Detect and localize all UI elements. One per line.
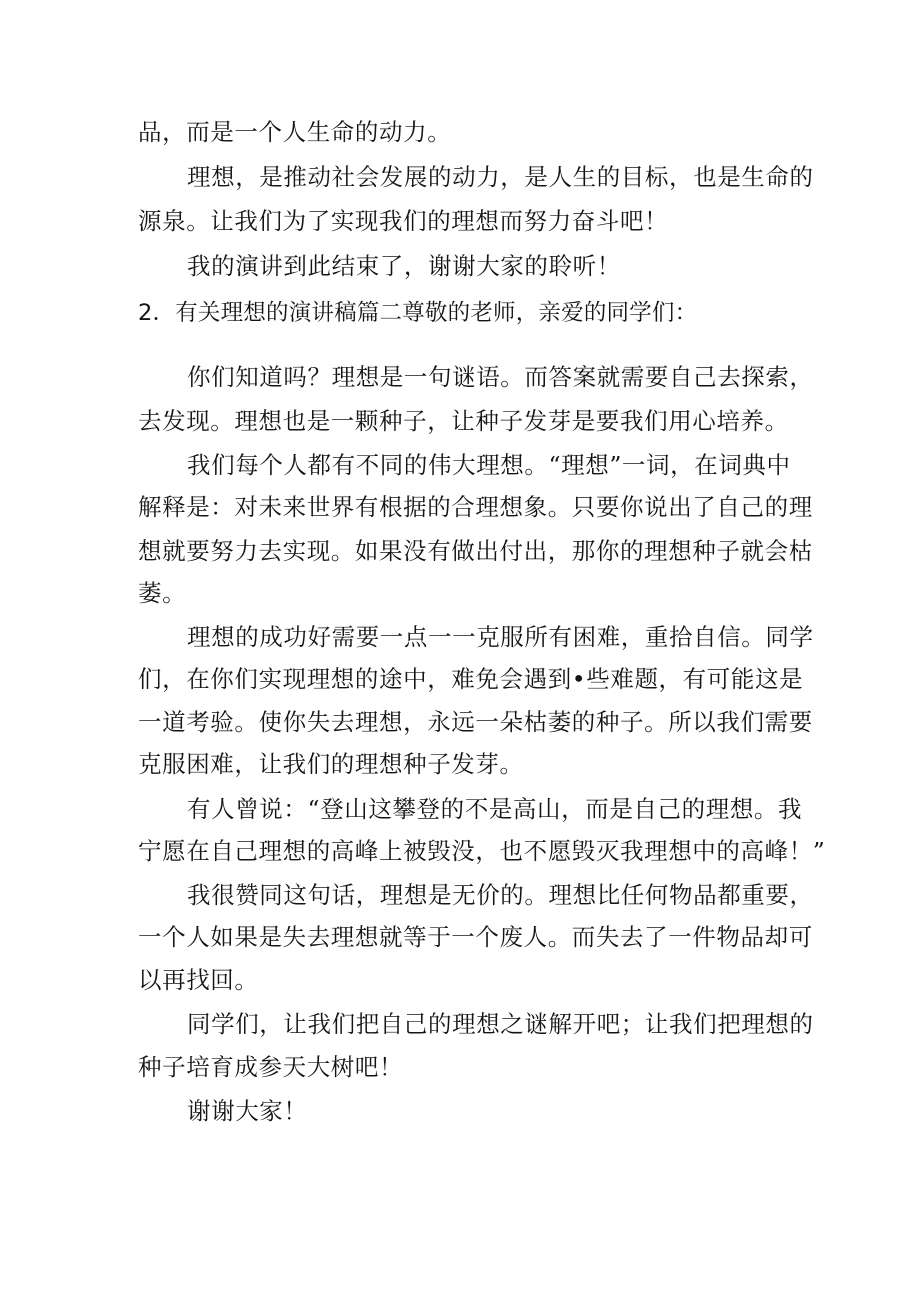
text-line: 解释是：对未来世界有根据的合理想象。只要你说出了自己的理 bbox=[138, 493, 813, 521]
paragraph-start-line: 我的演讲到此结束了，谢谢大家的聆听！ bbox=[187, 252, 621, 280]
text-line: 宁愿在自己理想的高峰上被毁没，也不愿毁灭我理想中的高峰！” bbox=[138, 837, 826, 865]
text-line: 想就要努力去实现。如果没有做出付出，那你的理想种子就会枯 bbox=[138, 537, 813, 565]
paragraph-start-line: 你们知道吗？理想是一句谜语。而答案就需要自己去探索， bbox=[187, 363, 814, 391]
text-line: 以再找回。 bbox=[138, 966, 259, 994]
paragraph-start-line: 有人曾说：“登山这攀登的不是高山，而是自己的理想。我 bbox=[187, 795, 803, 823]
paragraph-start-line: 同学们，让我们把自己的理想之谜解开吧；让我们把理想的 bbox=[187, 1010, 814, 1038]
text-line: 萎。 bbox=[138, 579, 187, 607]
text-line: 克服困难，让我们的理想种子发芽。 bbox=[138, 750, 524, 778]
paragraph-start-line: 我很赞同这句话，理想是无价的。理想比任何物品都重要， bbox=[187, 881, 814, 909]
closing-line: 谢谢大家！ bbox=[187, 1097, 308, 1125]
text-line: 去发现。理想也是一颗种子，让种子发芽是要我们用心培养。 bbox=[138, 407, 789, 435]
paragraph-start-line: 我们每个人都有不同的伟大理想。“理想”一词，在词典中 bbox=[187, 451, 791, 479]
text-line: 一个人如果是失去理想就等于一个废人。而失去了一件物品却可 bbox=[138, 923, 813, 951]
text-line: 品，而是一个人生命的动力。 bbox=[138, 118, 452, 146]
section-heading: 2．有关理想的演讲稿篇二尊敬的老师，亲爱的同学们： bbox=[138, 300, 698, 326]
text-line: 源泉。让我们为了实现我们的理想而努力奋斗吧！ bbox=[138, 207, 669, 235]
text-line: 们，在你们实现理想的途中，难免会遇到•些难题，有可能这是 bbox=[138, 665, 804, 693]
text-line: 一道考验。使你失去理想，永远一朵枯萎的种子。所以我们需要 bbox=[138, 708, 813, 736]
paragraph-start-line: 理想，是推动社会发展的动力，是人生的目标，也是生命的 bbox=[187, 163, 814, 191]
text-line: 种子培育成参天大树吧！ bbox=[138, 1053, 404, 1081]
paragraph-start-line: 理想的成功好需要一点一一克服所有困难，重拾自信。同学 bbox=[187, 623, 814, 651]
